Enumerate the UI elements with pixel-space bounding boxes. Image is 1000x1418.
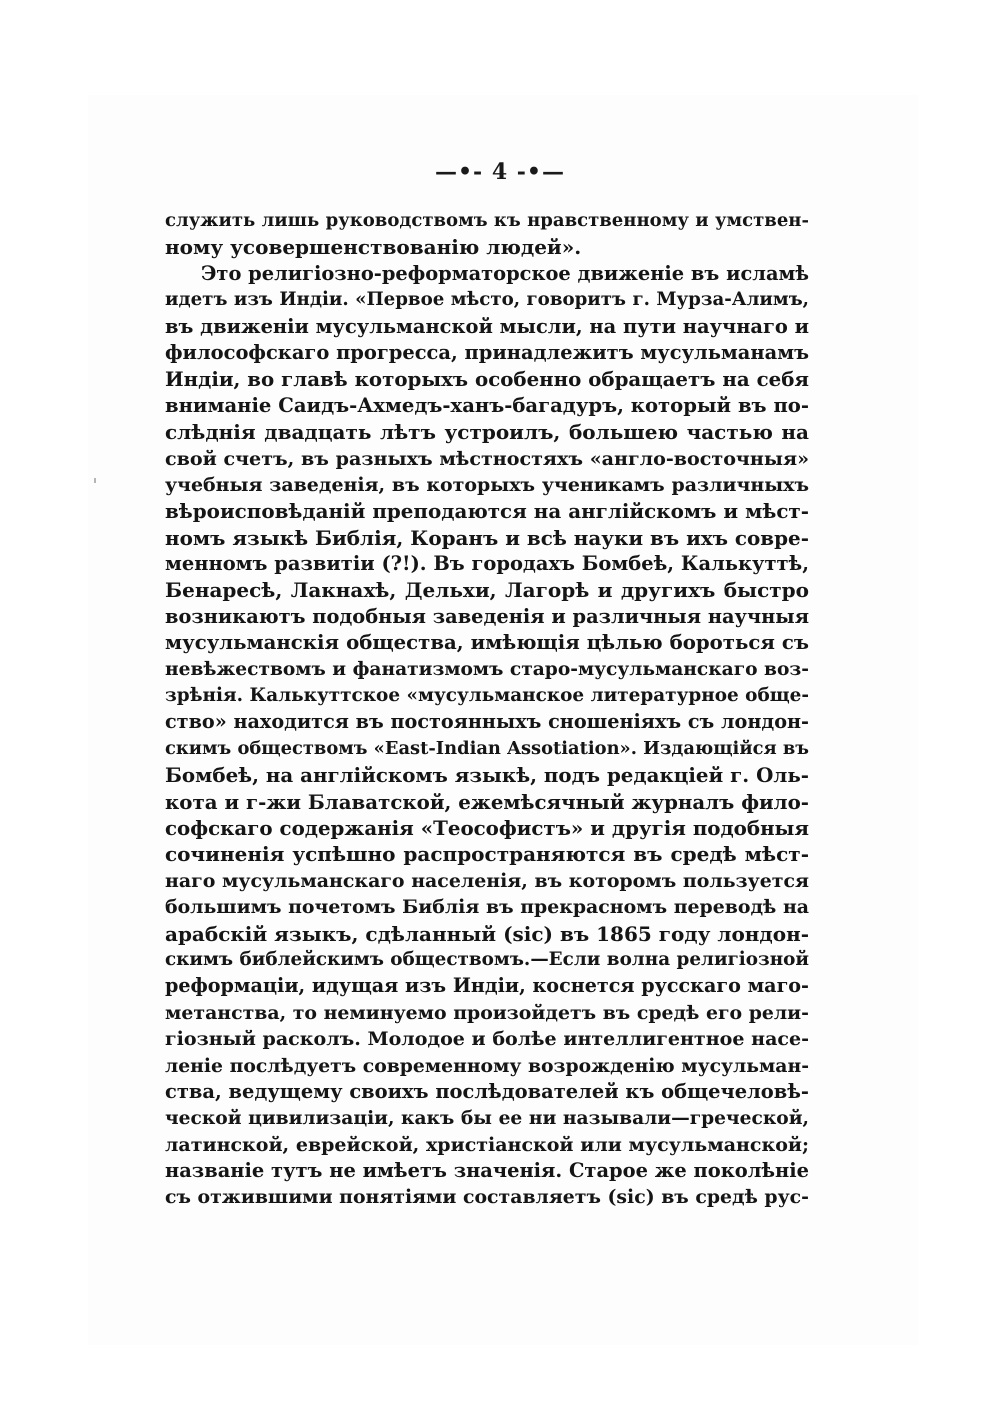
text-line: латинской, еврейской, христіанской или мусульманской; [165, 1133, 809, 1156]
text-line: сочиненія успѣшно распространяются въ средѣ мѣст- [165, 842, 809, 867]
text-line: свой счетъ, въ разныхъ мѣстностяхъ «англо-восточныя» [165, 446, 809, 470]
text-line: ному усовершенствованію людей». [165, 235, 582, 260]
text-line: софскаго содержанія «Теософистъ» и другія подобныя [165, 815, 809, 840]
text-line: философскаго прогресса, принадлежитъ мусульманамъ [165, 340, 809, 364]
text-line: мусульманскія общества, имѣющія цѣлью бороться съ [165, 631, 809, 655]
text-line: ство» находится въ постоянныхъ сношеніяхъ съ лондон- [165, 710, 809, 734]
text-line: учебныя заведенія, въ которыхъ ученикамъ различныхъ [165, 473, 809, 496]
text-line: служить лишь руководствомъ къ нравственному и умствен- [165, 210, 809, 231]
text-line: въ движеніи мусульманской мысли, на пути научнаго и [165, 314, 809, 338]
text-line: менномъ развитіи (?!). Въ городахъ Бомбеѣ, Калькуттѣ, [165, 552, 809, 576]
text-line: реформаціи, идущая изъ Индіи, коснется русскаго маго- [165, 974, 809, 998]
text-line: скимъ обществомъ «East-Indian Assotiation». Издающійся въ [165, 737, 809, 759]
text-line: леніе послѣдуетъ современному возрожденію мусульман- [165, 1054, 809, 1077]
paragraph-2 [165, 261, 809, 1211]
text-line: Бенаресѣ, Лакнахѣ, Дельхи, Лагорѣ и другихъ быстро [165, 578, 809, 603]
text-line: гіозный расколъ. Молодое и болѣе интеллигентное насе- [165, 1028, 809, 1051]
text-line: арабскій языкъ, сдѣланный (sic) въ 1865 году лондон- [165, 921, 809, 946]
text-line: номъ языкѣ Библія, Коранъ и всѣ науки въ ихъ совре- [165, 525, 809, 550]
text-line: слѣднія двадцать лѣтъ устроилъ, большею частью на [165, 420, 809, 445]
text-line: наго мусульманскаго населенія, въ которомъ пользуется [165, 869, 809, 892]
text-line: Индіи, во главѣ которыхъ особенно обращаетъ на себя [165, 367, 809, 392]
text-line: скимъ библейскимъ обществомъ.—Если волна религіозной [165, 948, 810, 970]
text-line: кота и г-жи Блаватской, ежемѣсячный журналъ фило- [165, 789, 809, 814]
text-line: вѣроисповѣданій преподаются на англійскомъ и мѣст- [165, 499, 809, 524]
page-body-text [165, 208, 809, 1211]
text-line: ства, ведущему своихъ послѣдователей къ общечеловѣ- [165, 1079, 809, 1103]
page-number: —•- 4 -•— [434, 159, 565, 185]
text-line: вниманіе Саидъ-Ахмедъ-ханъ-багадуръ, который въ по- [165, 393, 809, 417]
text-line: зрѣнія. Калькуттское «мусульманское литературное обще- [165, 685, 809, 707]
paragraph-1 [165, 208, 809, 261]
text-line: Бомбеѣ, на англійскомъ языкѣ, подъ редакціей г. Оль- [165, 763, 809, 788]
text-line: Это религіозно-реформаторское движеніе въ исламѣ [201, 261, 809, 285]
text-line: большимъ почетомъ Библія въ прекрасномъ переводѣ на [165, 896, 809, 919]
text-line: идетъ изъ Индіи. «Первое мѣсто, говоритъ г. Мурза-Алимъ, [165, 289, 809, 311]
text-line: названіе тутъ не имѣетъ значенія. Старое же поколѣніе [165, 1159, 809, 1183]
text-line: невѣжествомъ и фанатизмомъ старо-мусульманскаго воз- [165, 658, 809, 680]
text-line: съ отжившими понятіями составляетъ (sic) въ средѣ рус- [165, 1186, 809, 1209]
text-line: ческой цивилизаціи, какъ бы ее ни называли—греческой, [165, 1107, 809, 1130]
scan-speck [94, 478, 96, 483]
text-line: метанства, то неминуемо произойдетъ въ средѣ его рели- [165, 1001, 809, 1024]
text-line: возникаютъ подобныя заведенія и различныя научныя [165, 604, 809, 628]
